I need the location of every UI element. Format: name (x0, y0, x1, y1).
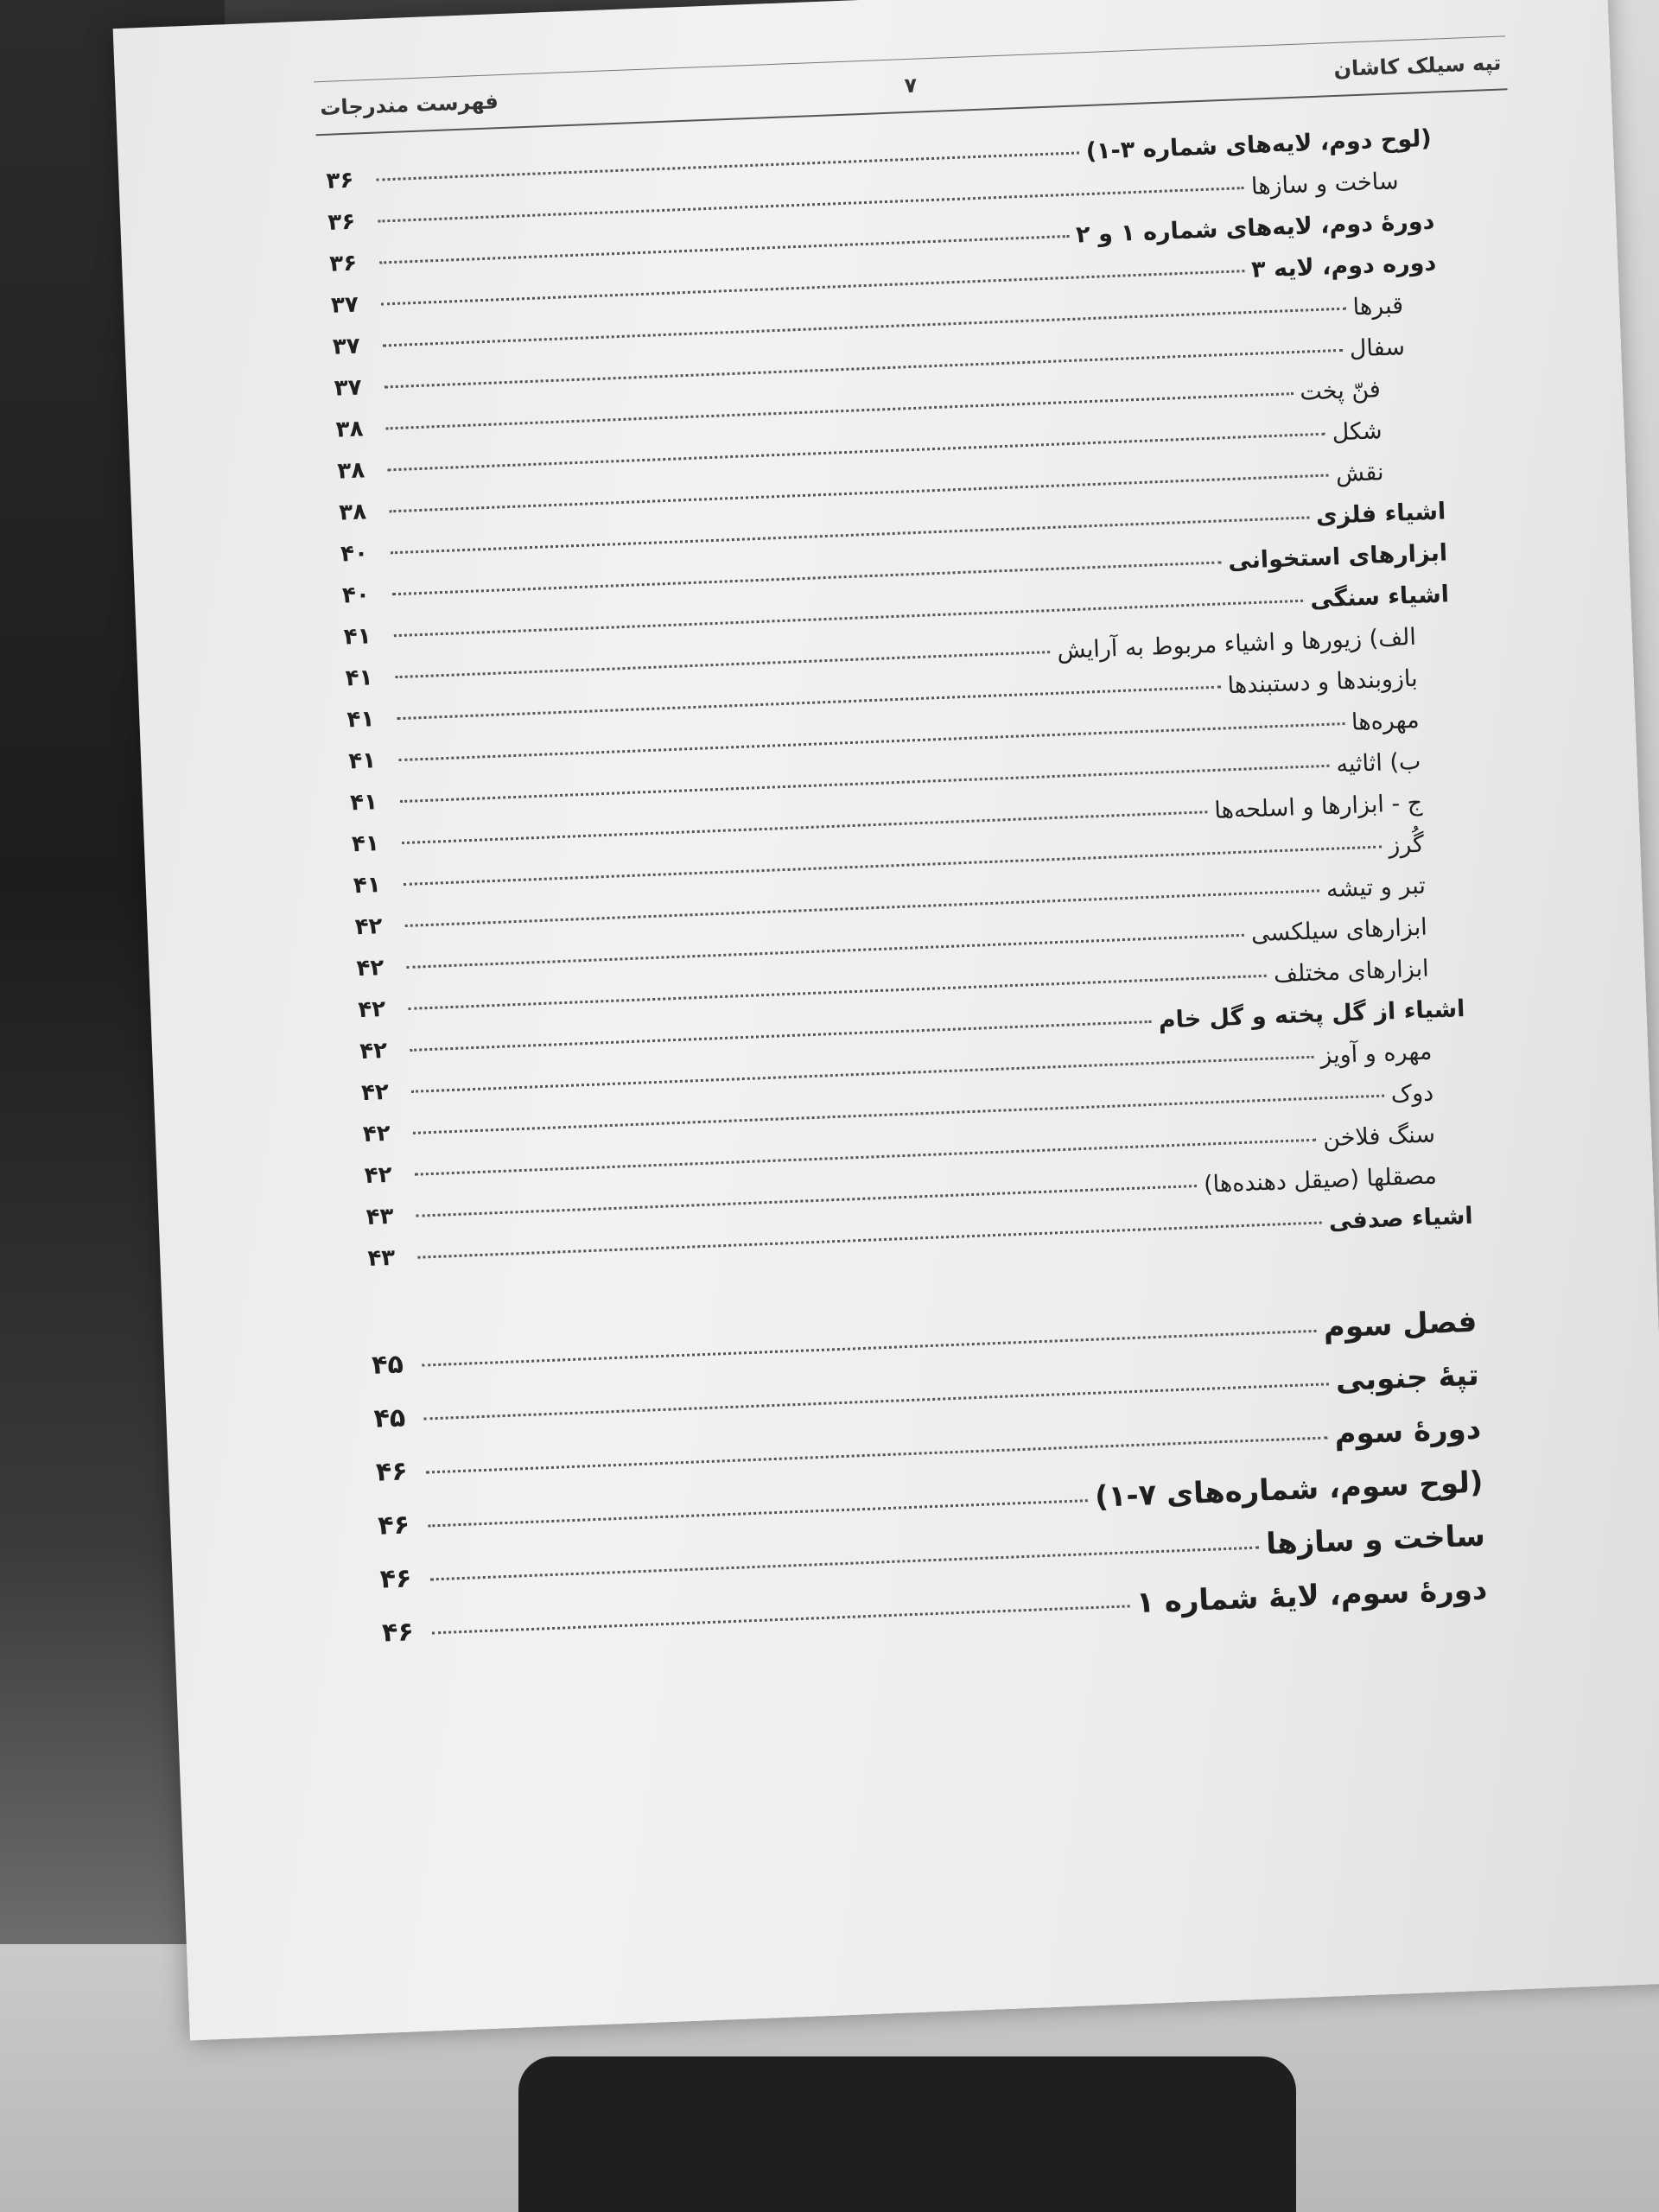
toc-entry-title: مهره و آویز (1319, 1038, 1433, 1070)
header-book-title: تپه سیلک کاشان (1333, 50, 1502, 81)
toc-entry-page: ۴۶ (377, 1510, 410, 1541)
toc-entry-page: ۴۰ (341, 582, 371, 609)
toc-entry-page: ۴۶ (381, 1617, 415, 1649)
toc-entry-page: ۴۶ (379, 1563, 413, 1595)
background-dark-object (518, 2056, 1296, 2212)
table-of-contents (326, 125, 1489, 1669)
toc-entry-page: ۴۲ (357, 995, 386, 1024)
toc-entry-page: ۳۷ (332, 333, 361, 360)
toc-entry-page: ۴۱ (347, 747, 377, 775)
toc-entry-title: دورهٔ سوم (1333, 1411, 1482, 1452)
toc-entry-title: فنّ پخت (1299, 376, 1382, 406)
toc-entry-title: دوره دوم، لایه ۳ (1250, 249, 1437, 283)
toc-entry-title: تبر و تیشه (1325, 872, 1427, 904)
toc-entry-title: اشیاء از گل پخته و گل خام (1158, 995, 1465, 1034)
toc-entry-title: ب) اثاثیه (1335, 747, 1421, 779)
toc-entry-page: ۴۱ (345, 664, 374, 692)
toc-entry-title: سنگ فلاخن (1322, 1121, 1436, 1153)
dot-leader (428, 1499, 1088, 1527)
toc-entry-page: ۴۱ (343, 623, 372, 651)
toc-entry-title: فصل سوم (1322, 1304, 1478, 1345)
toc-entry-page: ۴۵ (372, 1402, 406, 1434)
toc-entry-page: ۳۶ (327, 208, 356, 236)
toc-entry-page: ۴۲ (364, 1161, 393, 1189)
toc-entry-page: ۴۰ (340, 540, 369, 568)
toc-entry-page: ۴۲ (356, 954, 385, 982)
toc-entry-title: الف) زیورها و اشیاء مربوط به آرایش (1056, 623, 1417, 664)
toc-entry-page: ۴۲ (354, 913, 384, 941)
toc-entry-title: ابزارهای استخوانی (1227, 539, 1448, 575)
toc-entry-page: ۳۶ (326, 167, 354, 194)
dot-leader (432, 1605, 1129, 1634)
toc-entry-title: ساخت و سازها (1265, 1518, 1486, 1562)
toc-entry-page: ۳۸ (338, 499, 367, 526)
toc-entry-title: (لوح سوم، شماره‌های ۷-۱) (1094, 1465, 1484, 1515)
toc-entry-title: سفال (1349, 334, 1406, 363)
toc-entry-page: ۴۲ (360, 1078, 390, 1107)
toc-entry-page: ۴۱ (349, 789, 378, 817)
toc-entry-page: ۴۳ (366, 1244, 396, 1272)
toc-entry-page: ۴۲ (359, 1037, 388, 1065)
toc-entry-page: ۳۷ (334, 374, 363, 402)
header-section-title: فهرست مندرجات (319, 89, 499, 121)
toc-entry-title: اشیاء سنگی (1309, 581, 1450, 613)
toc-entry-title: اشیاء فلزی (1315, 498, 1446, 531)
toc-entry-title: ابزارهای مختلف (1273, 955, 1430, 988)
toc-entry-page: ۴۵ (371, 1349, 404, 1381)
toc-entry-page: ۴۲ (362, 1120, 391, 1148)
toc-entry-page: ۳۸ (335, 416, 364, 443)
toc-entry-title: اشیاء صدفی (1328, 1202, 1474, 1236)
toc-entry-page: ۳۶ (328, 250, 358, 277)
header-page-number: ۷ (903, 73, 918, 99)
toc-entry-title: مهره‌ها (1351, 706, 1421, 736)
toc-entry-title: دورهٔ سوم، لایهٔ شماره ۱ (1135, 1572, 1488, 1621)
toc-entry-title: مصقلها (صیقل دهنده‌ها) (1203, 1162, 1438, 1198)
toc-entry-title: بازوبندها و دستبندها (1227, 664, 1419, 700)
toc-entry-page: ۴۱ (346, 706, 375, 734)
toc-entry-page: ۳۷ (330, 291, 359, 319)
toc-entry-title: تپهٔ جنوبی (1335, 1357, 1480, 1399)
book-page (113, 0, 1659, 2040)
toc-entry-title: شکل (1332, 417, 1383, 447)
toc-entry-title: ساخت و سازها (1250, 168, 1400, 200)
toc-entry-title: ابزارهای سیلکسی (1250, 913, 1428, 948)
toc-entry-title: دوک (1390, 1079, 1434, 1109)
toc-entry-page: ۴۱ (351, 830, 380, 858)
toc-entry-title: ج - ابزارها و اسلحه‌ها (1213, 789, 1423, 824)
toc-entry-title: نقش (1335, 459, 1385, 488)
toc-entry-title: گُرز (1388, 830, 1425, 860)
toc-entry-title: قبرها (1352, 292, 1404, 321)
toc-entry-page: ۳۸ (336, 457, 365, 485)
toc-entry-page: ۴۱ (353, 872, 382, 899)
toc-entry-page: ۴۳ (365, 1203, 394, 1230)
running-header (314, 35, 1507, 136)
dot-leader (377, 151, 1079, 181)
toc-entry-title: دورهٔ دوم، لایه‌های شماره ۱ و ۲ (1075, 207, 1435, 249)
toc-entry-title: (لوح دوم، لایه‌های شماره ۳-۱) (1085, 124, 1433, 166)
toc-entry-page: ۴۶ (375, 1456, 409, 1488)
